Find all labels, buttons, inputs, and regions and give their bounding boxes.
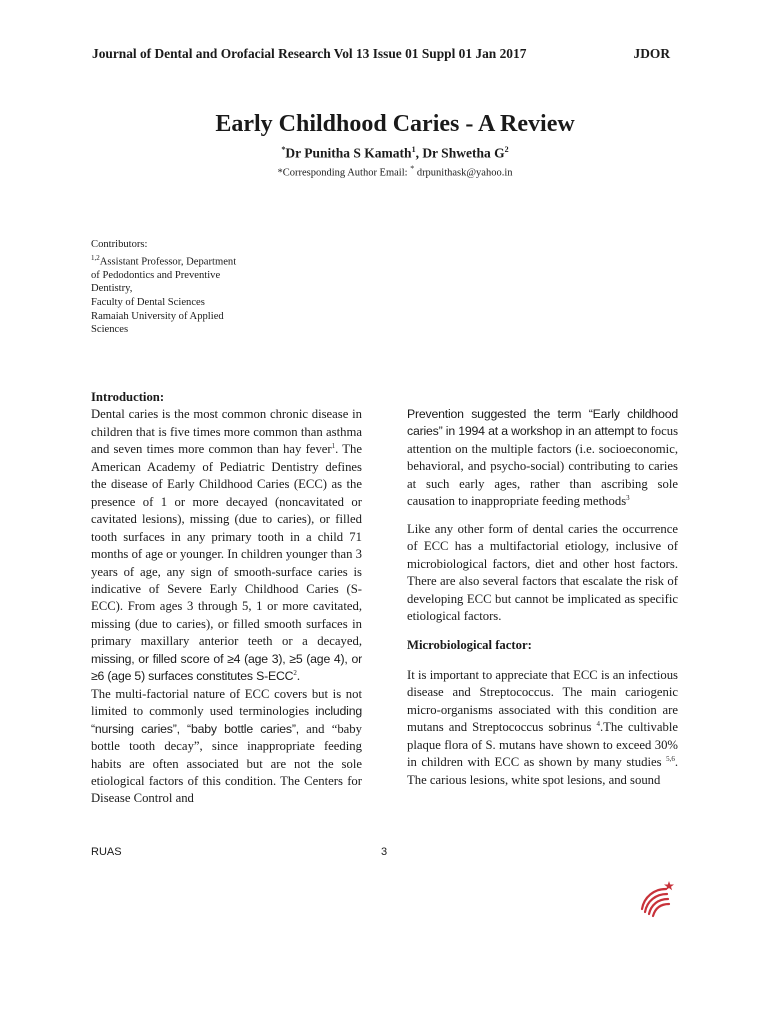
journal-abbreviation: JDOR (633, 46, 670, 61)
corresponding-mark: * (281, 145, 286, 154)
page-number: 3 (381, 846, 388, 858)
contributor-affiliation-line: Sciences (91, 324, 129, 336)
citation: 2 (293, 669, 297, 678)
author-2: Dr Shwetha G (422, 145, 505, 161)
email-label: *Corresponding Author Email: (277, 167, 411, 179)
running-header (92, 46, 670, 62)
author-separator: , (415, 145, 423, 161)
journal-name: Journal of Dental and Orofacial Research Vol 13 Issue 01 Suppl 01 Jan 2017 (92, 46, 527, 61)
contributors-label: Contributors: (91, 239, 148, 250)
article-title: Early Childhood Caries - A Review (215, 111, 575, 137)
citation: 3 (626, 494, 630, 503)
contributor-affiliation-line: of Pedodontics and Preventive (91, 269, 221, 281)
contributor-affiliation-line: Faculty of Dental Sciences (91, 296, 205, 308)
citation: 5,6 (666, 754, 675, 763)
left-column (91, 389, 362, 808)
intro-paragraph-4: Like any other form of dental caries the occurrence of ECC has a multifactorial etiology, inclusive of microbiological factors, diet and other host factors. There are also several factors that escalate the risk of developing ECC but cannot be implicated as specific etiological factors. (407, 521, 678, 623)
citation: 4 (596, 720, 600, 729)
microbiological-paragraph: It is important to appreciate that ECC is an infectious disease and Streptococcus. The main cariogenic micro-organisms associated with this condition are mutans and Streptococcus sobrinus $^4$.The cultivable plaque flora of S. mutans have shown to exceed 30% in children with ECC as shown by many studies $^{5,6}$. The carious lesions, white spot lesions, and sound (407, 667, 678, 787)
email-mark: * (410, 164, 415, 173)
corresponding-email (0, 164, 768, 179)
email-address[interactable]: drpunithask@yahoo.in (414, 167, 513, 179)
author-1-affiliation: 1 (411, 145, 416, 154)
citation: 1 (331, 442, 336, 451)
university-logo-icon (636, 879, 676, 919)
contributor-sup: 1,2 (91, 253, 100, 262)
intro-paragraph-3: Prevention suggested the term “Early childhood caries” in 1994 at a workshop in an attempt to focus attention on the multiple factors (i.e. socioeconomic, behavioral, and psycho-social) contributing to caries at such early ages, rather than ascribing sole causation to inappropriate feeding methods$^3$ (407, 407, 679, 509)
author-1: Dr Punitha S Kamath (285, 145, 412, 161)
intro-paragraph-2: The multi-factorial nature of ECC covers but is not limited to commonly used terminologies including “nursing caries”, “baby bottle caries”, and “baby bottle tooth decay”, since inappropriate feeding habits are often associated but are not the sole etiological factors of this condition. The Centers for Disease Control and (91, 686, 362, 806)
contributor-affiliation-line: $^{1,2}$Assistant Professor, Department (91, 253, 237, 268)
author-2-affiliation: 2 (504, 145, 509, 154)
microbiological-heading: Microbiological factor: (407, 638, 532, 653)
contributors-block (91, 238, 261, 337)
contributor-affiliation-line: Ramaiah University of Applied (91, 310, 224, 322)
footer-publisher: RUAS (91, 846, 122, 858)
introduction-heading: Introduction: (91, 390, 165, 404)
contributor-affiliation-line: Dentistry, (91, 283, 133, 295)
right-column (407, 406, 678, 789)
intro-paragraph-1: Dental caries is the most common chronic disease in children that is five times more common than asthma and seven times more common than hay fever$^1$. The American Academy of Pediatric Dentistry defines the disease of Early Childhood Caries (ECC) as the presence of 1 or more decayed (noncavitated or cavitated lesions), missing (due to caries), or filled tooth surfaces in any primary tooth in a child 71 months of age or younger. In children younger than 3 years of age, any sign of smooth-surface caries is indicative of Severe Early Childhood Caries (S-ECC). From ages 3 through 5, 1 or more cavitated, missing (due to caries), or filled smooth surfaces in primary maxillary anterior teeth or a decayed, missing, or filled score of ≥4 (age 3), ≥5 (age 4), or ≥6 (age 5) surfaces constitutes S-ECC$^2$. (91, 407, 362, 684)
author-line (0, 145, 768, 162)
